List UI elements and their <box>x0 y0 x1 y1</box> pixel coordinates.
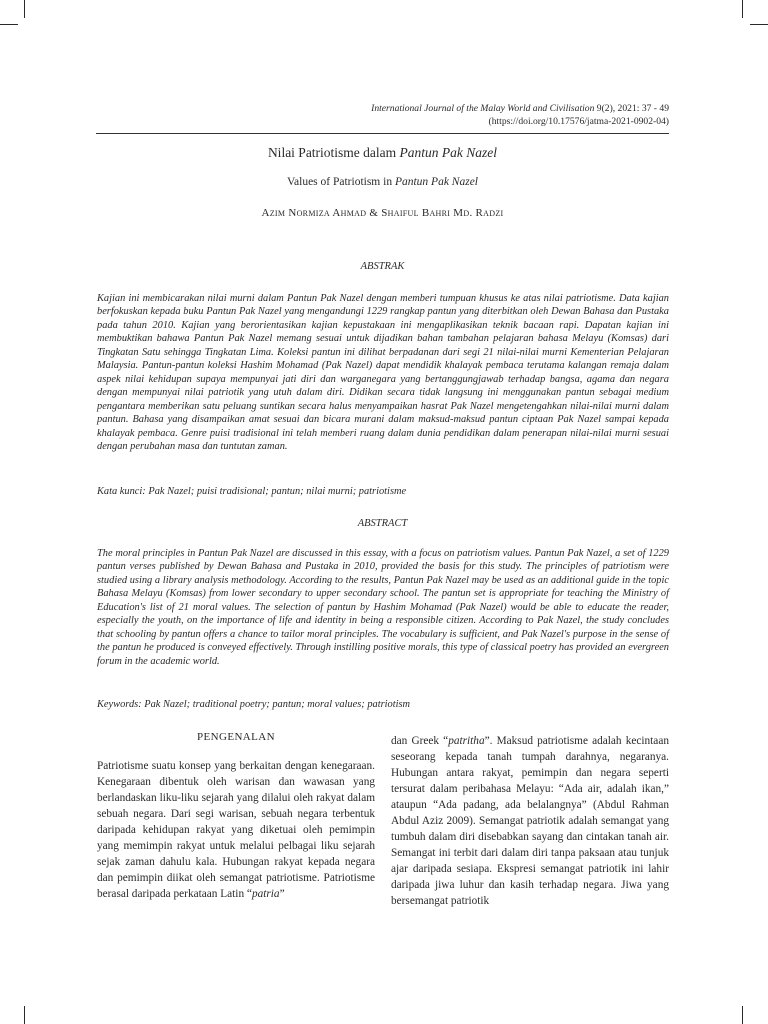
journal-issue: 9(2), 2021: 37 - 49 <box>596 103 669 114</box>
doi-link[interactable]: (https://doi.org/10.17576/jatma-2021-0902-04) <box>488 116 669 127</box>
body-column-left <box>97 758 375 902</box>
abstract-body: The moral principles in Pantun Pak Nazel are discussed in this essay, with a focus on patriotism values. Pantun Pak Nazel, a set of 1229 pantun verses published by Dewan Bahasa and Pustaka in 2010, provided the basis for this study. The principles of patriotism were studied using a library analysis methodology. According to the results, Pantun Pak Nazel may be used as an additional guide in the topic Bahasa Melayu (Komsas) from lower secondary to upper secondary school. The pantun set is appropriate for teaching the Ministry of Education's list of 21 moral values. The selection of pantun by Hashim Mohamad (Pak Nazel) would be able to educate the reader, especially the youth, on the importance of life and identity in being a responsible citizen. According to Pak Nazel, the study concludes that schooling by pantun offers a chance to tailor moral principles. The vocabulary is sufficient, and Pak Nazel's purpose in the sense of the pantun he produced is conveyed effectively. Through instilling positive morals, this type of classical poetry has provided an evergreen forum in the academic world. <box>97 548 669 667</box>
title-english-text: Values of Patriotism in <box>286 176 393 188</box>
body-column-right <box>391 733 669 909</box>
kata-kunci: Kata kunci: Pak Nazel; puisi tradisional; pantun; nilai murni; patriotisme <box>97 486 407 497</box>
abstract-heading: ABSTRACT <box>357 518 408 529</box>
header-rule <box>96 133 669 134</box>
section-heading-pengenalan: PENGENALAN <box>197 731 275 743</box>
journal-name: International Journal of the Malay World and Civilisation <box>371 103 595 114</box>
left-text-1: Patriotisme suatu konsep yang berkaitan dengan kenegaraan. Kenegaraan dibentuk oleh warisan dan wawasan yang berlandaskan liku-liku sejarah yang dilalui oleh rakyat dalam sebuah negara. Dari segi warisan, sebuah negara terbentuk daripada kehidupan rakyat yang diketuai oleh pemimpin yang memimpin rakyat untuk melalui pelbagai liku sejarah sejak zaman dahulu kala. Hubungan rakyat kepada negara dan pemimpin diikat oleh semangat patriotisme. Patriotisme berasal daripada perkataan Latin “ <box>97 760 375 900</box>
paper-authors: Azim Normiza Ahmad & Shaiful Bahri Md. Radzi <box>261 207 504 219</box>
title-malay-italic: Pantun Pak Nazel <box>399 145 498 160</box>
title-malay-text: Nilai Patriotisme dalam <box>267 145 397 160</box>
keywords: Keywords: Pak Nazel; traditional poetry; pantun; moral values; patriotism <box>97 699 411 710</box>
left-text-2: ” <box>279 888 285 900</box>
right-italic-1: patritha <box>448 735 485 747</box>
paper-title-english <box>96 176 669 188</box>
paper-title-malay <box>96 145 669 161</box>
right-text-1: dan Greek “ <box>391 735 449 747</box>
left-italic-1: patria <box>251 888 280 900</box>
abstrak-heading: ABSTRAK <box>360 261 405 272</box>
abstrak-body: Kajian ini membicarakan nilai murni dalam Pantun Pak Nazel dengan memberi tumpuan khusus ke atas nilai patriotisme. Data kajian berfokuskan kepada buku Pantun Pak Nazel yang mengandungi 1229 rangkap pantun yang diterbitkan oleh Dewan Bahasa dan Pustaka pada tahun 2010. Kajian yang berorientasikan kajian kepustakaan ini mengaplikasikan teknik bacaan rapi. Dapatan kajian ini membuktikan bahawa Pantun Pak Nazel memang sesuai untuk dijadikan bahan tambahan pelajaran bahasa Melayu (Komsas) dari Tingkatan Satu sehingga Tingkatan Lima. Koleksi pantun ini dilihat berpadanan dari segi 21 nilai-nilai murni Kementerian Pelajaran Malaysia. Pantun-pantun koleksi Hashim Mohamad (Pak Nazel) dapat mendidik khalayak pembaca terutama kalangan remaja dalam aspek nilai kehidupan supaya mempunyai jati diri dan warganegara yang bertanggungjawab terhadap bangsa, agama dan negara dengan mempunyai nilai patriotik yang utuh dalam diri. Didikan secara tidak langsung ini menggunakan pantun sebagai medium pengantara memberikan satu peluang suntikan secara halus menyampaikan hasrat Pak Nazel mengetengahkan nilai-nilai murni dalam pantun. Bahasa yang disampaikan amat sesuai dan bicara murani dalam maksud-maksud pantun ciptaan Pak Nazel sampai kepada khalayak pembaca. Genre puisi tradisional ini telah memberi ruang dalam dunia pendidikan dalam penerapan nilai-nilai murni sesuai dengan perubahan masa dan tuntutan zaman. <box>97 293 669 452</box>
title-english-italic: Pantun Pak Nazel <box>394 176 478 188</box>
right-text-2: ”. Maksud patriotisme adalah kecintaan seseorang kepada tanah tumpah darahnya, negaranya. Hubungan antara rakyat, pemimpin dan negara seperti tersurat dalam peribahasa Melayu: “Ada air, adalah ikan,” ataupun “Ada padang, ada belalangnya” (Abdul Rahman Abdul Aziz 2009). Semangat patriotik adalah semangat yang tumbuh dalam diri disebabkan sayang dan cintakan tanah air. Semangat ini terbit dari dalam diri tanpa paksaan atau tunjuk ajar daripada sesiapa. Ekspresi semangat patriotik ini lahir daripada jiwa luhur dan kasih terhadap negara. Jiwa yang bersemangat patriotik <box>391 735 669 907</box>
journal-header <box>96 102 669 128</box>
